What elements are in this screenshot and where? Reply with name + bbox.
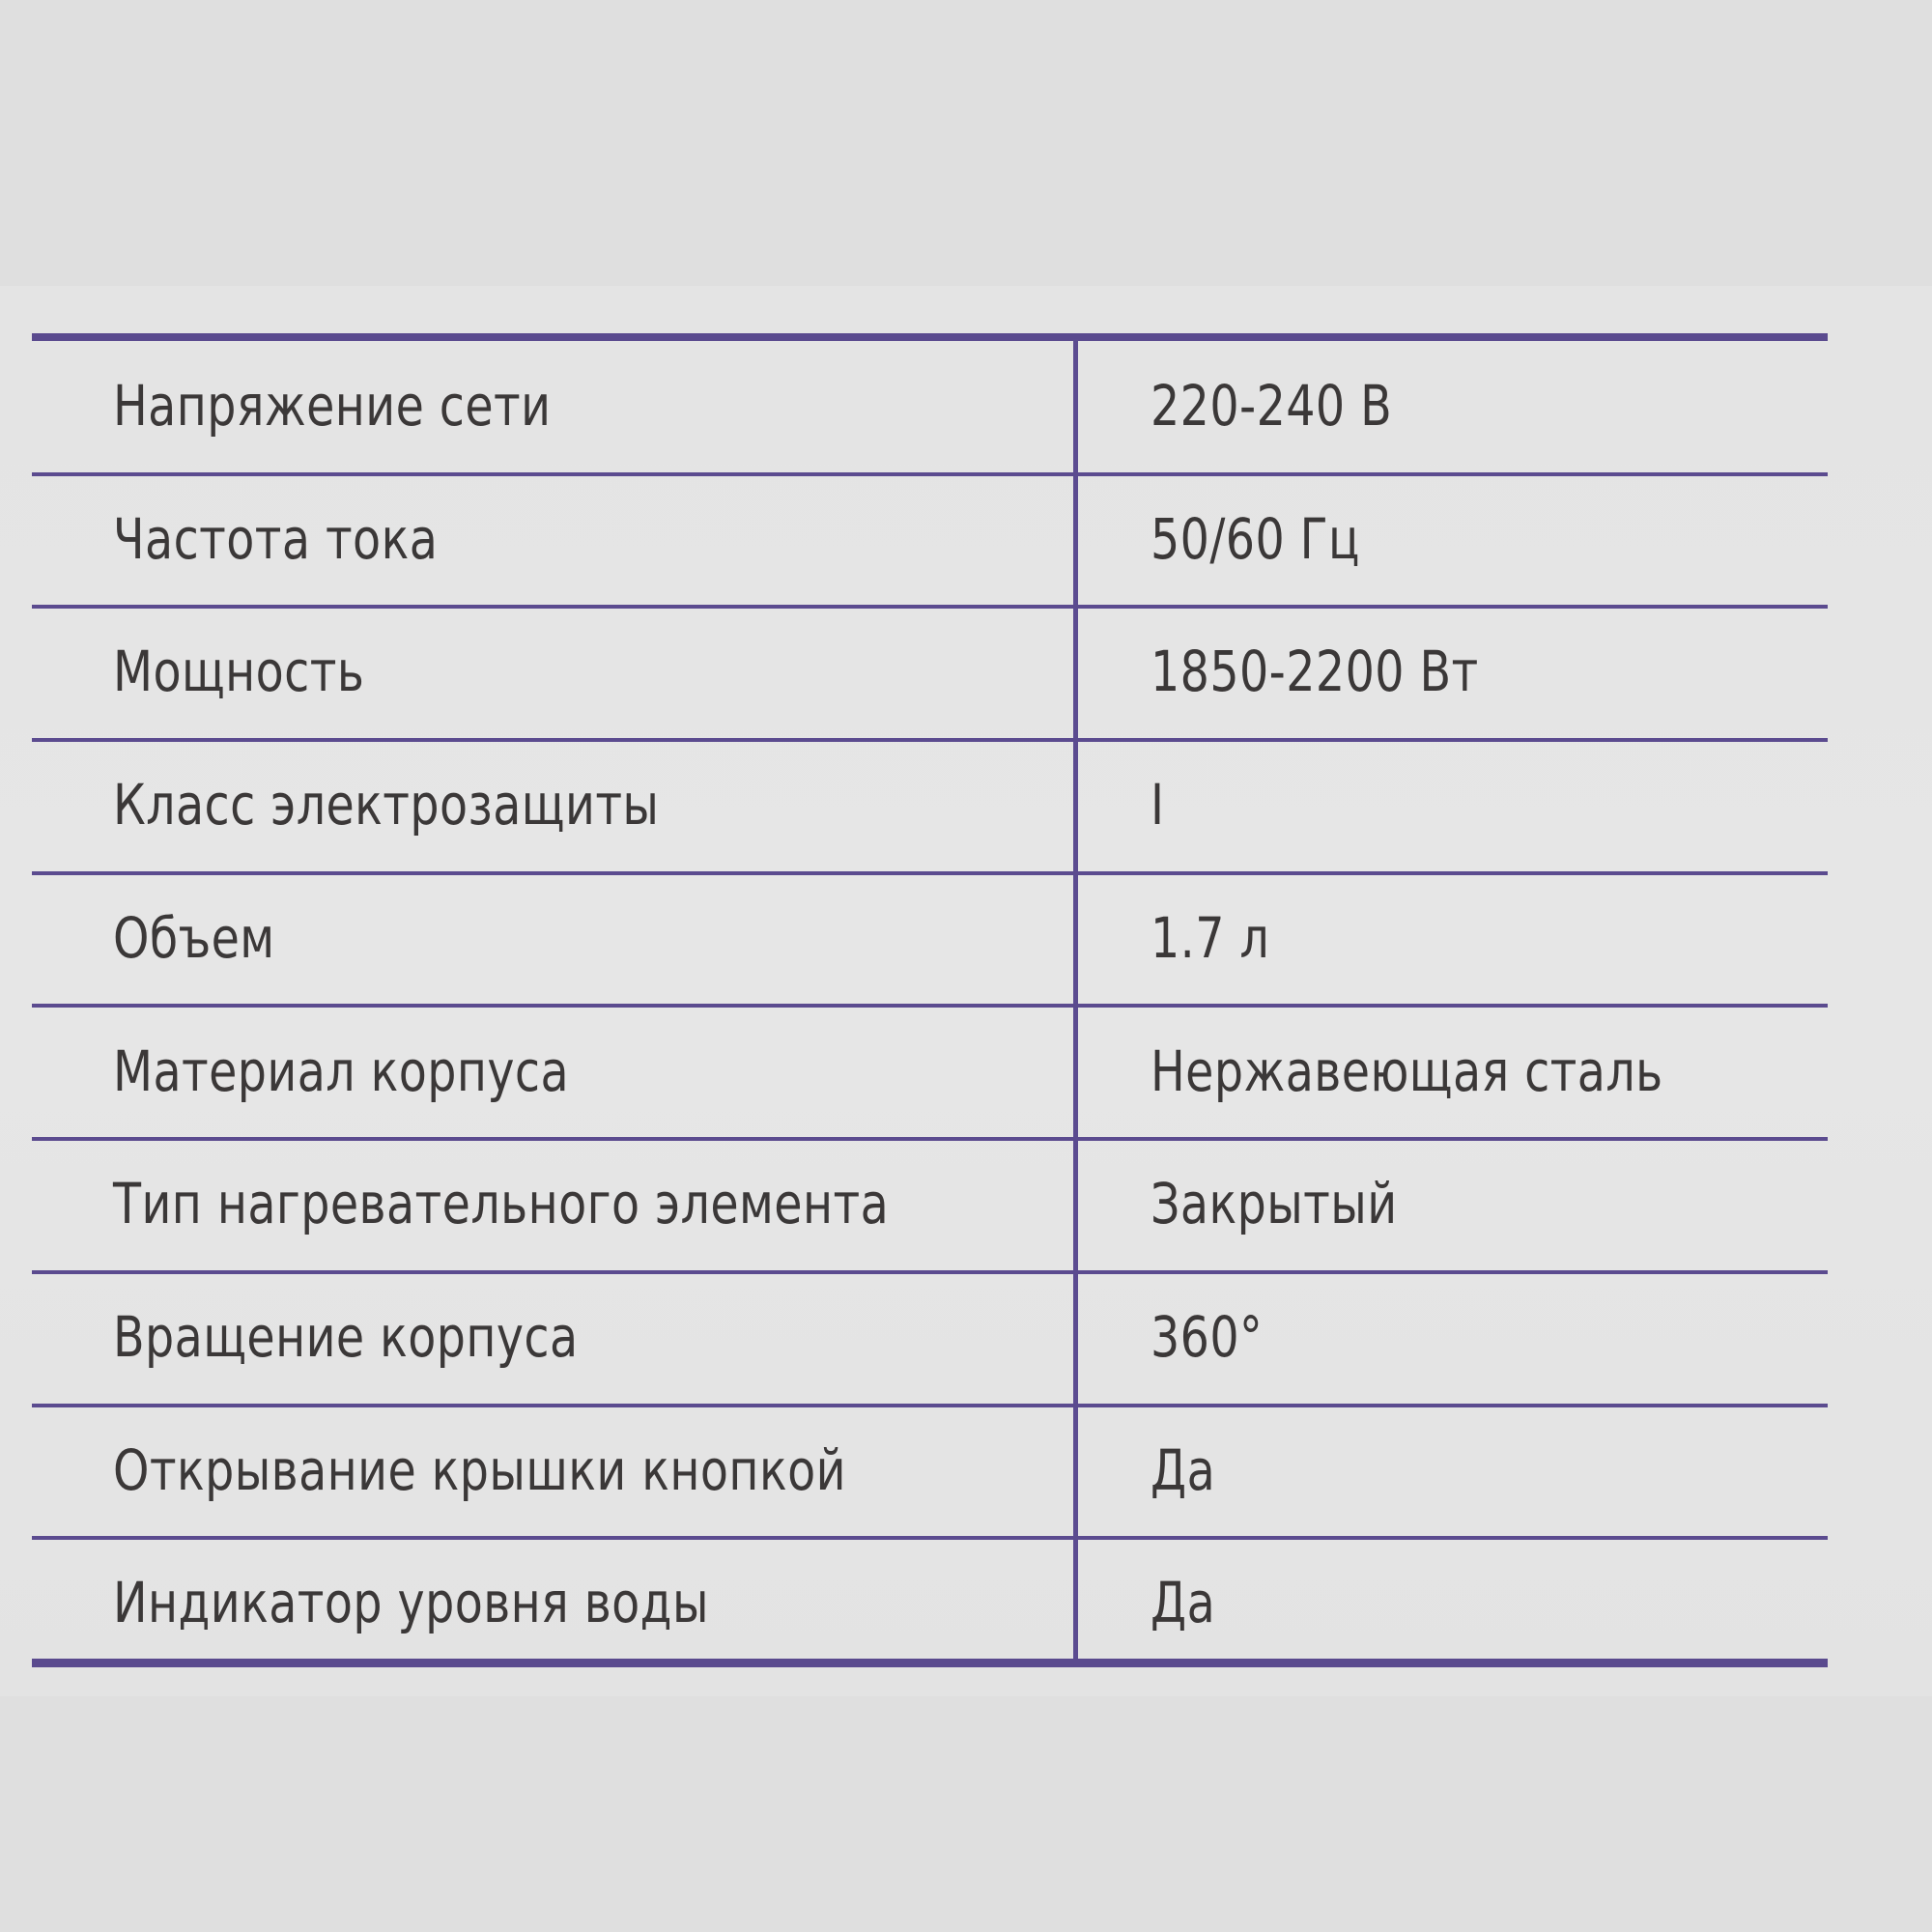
spec-value: Закрытый: [1151, 1171, 1398, 1237]
spec-label: Мощность: [113, 639, 365, 705]
spec-value: 1.7 л: [1151, 904, 1270, 971]
table-row: [32, 341, 1828, 474]
spec-label: Частота тока: [113, 505, 439, 572]
spec-label: Класс электрозащиты: [113, 772, 660, 838]
spec-value: Нержавеющая сталь: [1151, 1037, 1663, 1104]
spec-value: Да: [1151, 1570, 1216, 1636]
spec-value: 50/60 Гц: [1151, 505, 1360, 572]
table-row: [32, 1007, 1828, 1140]
spec-value: 220-240 В: [1151, 373, 1393, 439]
table-row: [32, 474, 1828, 608]
spec-value: 1850-2200 Вт: [1151, 639, 1479, 705]
table-row: [32, 1139, 1828, 1272]
table-row: [32, 1538, 1828, 1671]
spec-value: I: [1151, 772, 1165, 838]
spec-label: Объем: [113, 904, 275, 971]
table-row: [32, 1272, 1828, 1406]
table-row: [32, 873, 1828, 1007]
spec-label: Материал корпуса: [113, 1037, 570, 1104]
spec-label: Вращение корпуса: [113, 1303, 579, 1370]
spec-label: Открывание крышки кнопкой: [113, 1436, 846, 1503]
table-bottom-rule: [32, 1659, 1828, 1667]
spec-label: Индикатор уровня воды: [113, 1570, 709, 1636]
spec-value: Да: [1151, 1436, 1216, 1503]
table-row: [32, 1406, 1828, 1539]
spec-label: Напряжение сети: [113, 373, 552, 439]
table-row: [32, 607, 1828, 740]
table-row: [32, 740, 1828, 873]
spec-value: 360°: [1151, 1303, 1264, 1370]
table-top-rule: [32, 333, 1828, 341]
spec-label: Тип нагревательного элемента: [113, 1171, 890, 1237]
